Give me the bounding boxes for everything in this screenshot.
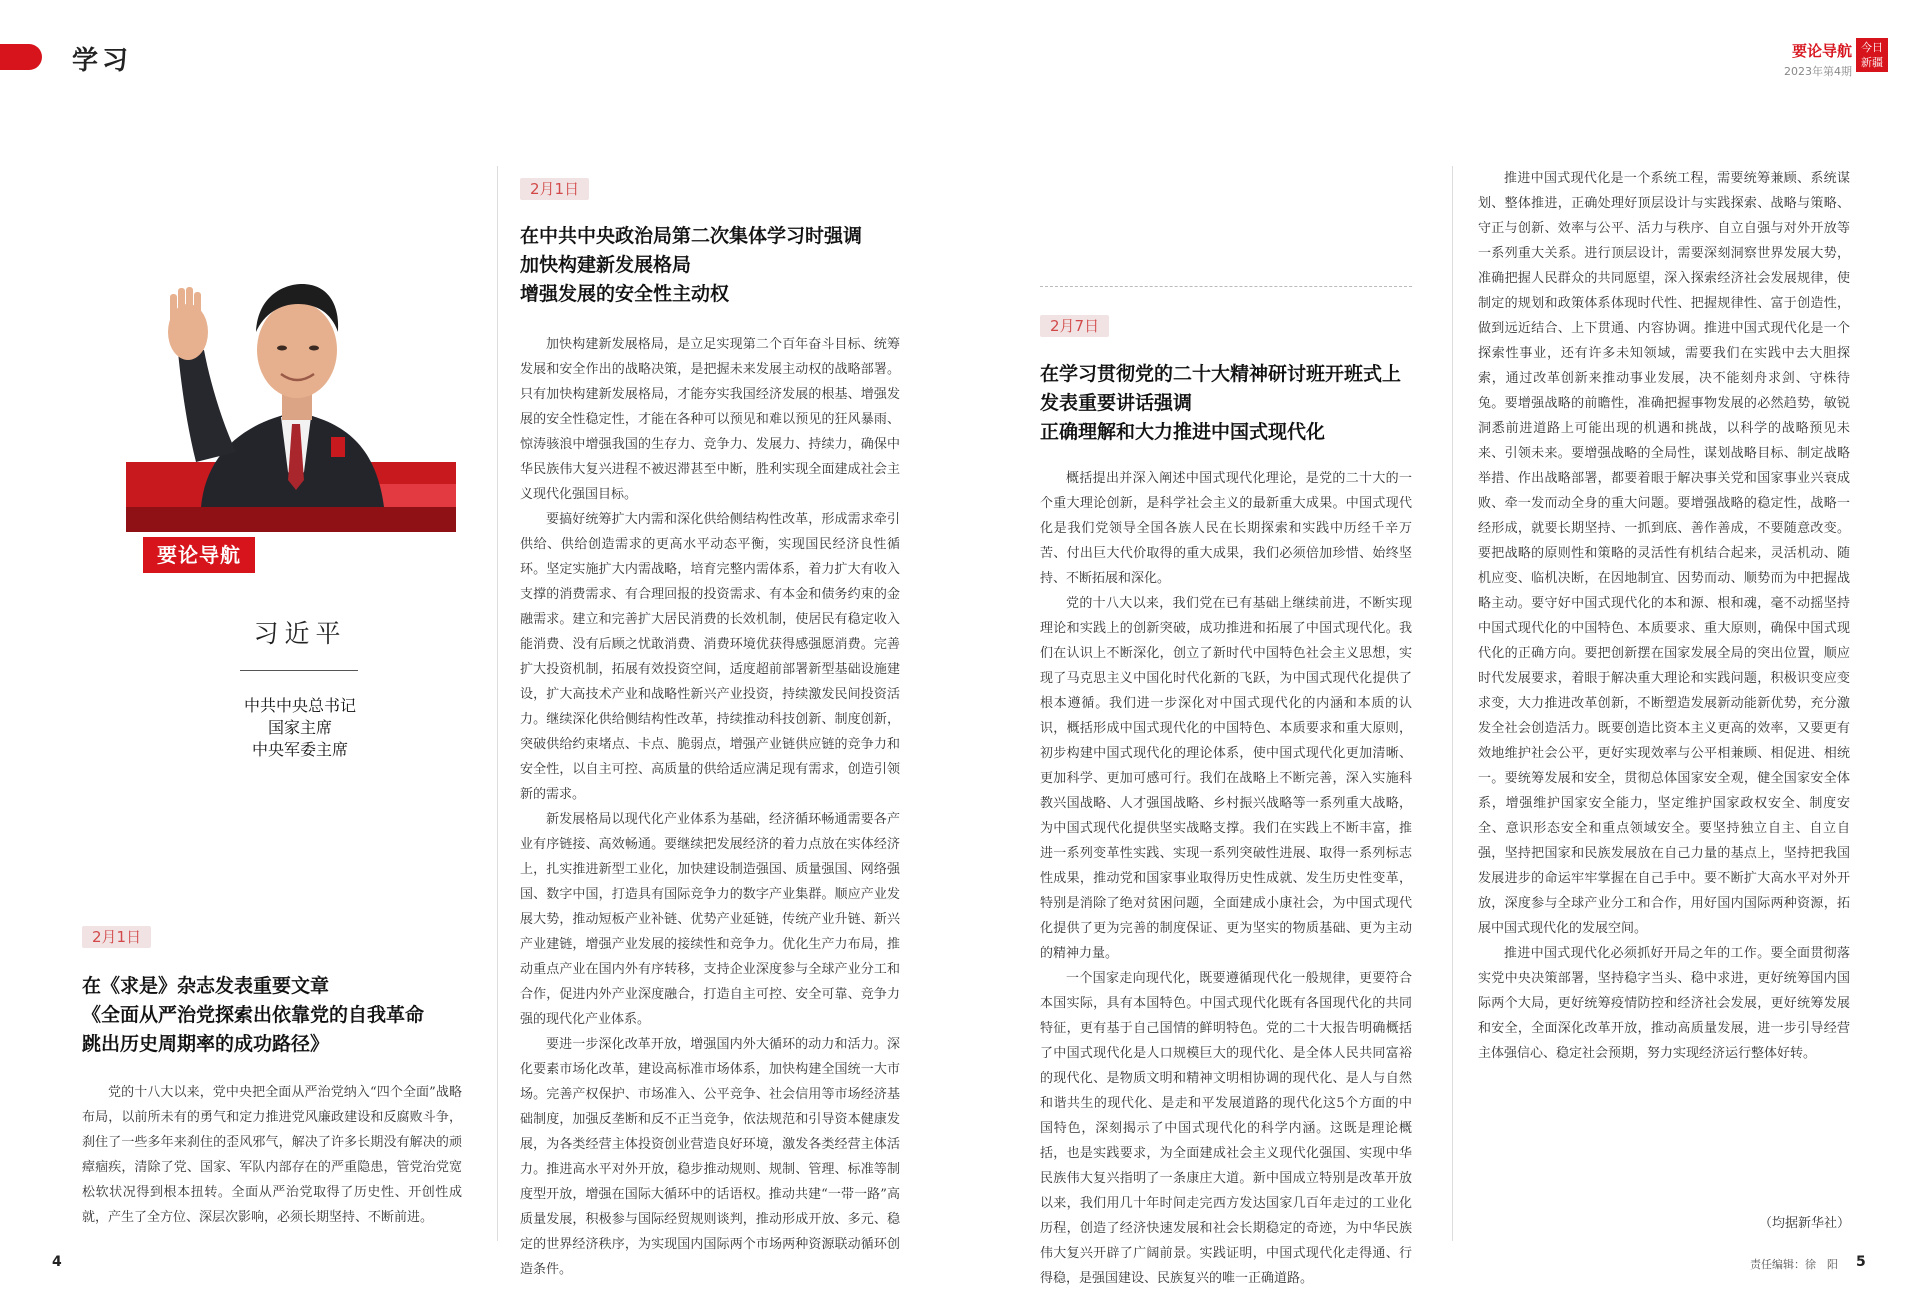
title-line: 在中共中央政治局第二次集体学习时强调 bbox=[520, 225, 863, 247]
title-line: 跳出历史周期率的成功路径》 bbox=[82, 1033, 330, 1055]
title-line: 发表重要讲话强调 bbox=[1040, 392, 1193, 414]
article-date bbox=[82, 926, 151, 947]
brand-block bbox=[1758, 40, 1852, 79]
paragraph: 要进一步深化改革开放，增强国内外大循环的动力和活力。深化要素市场化改革，建设高标准市场体系，加快构建全国统一大市场。完善产权保护、市场准入、公平竞争、社会信用等市场经济基础制度，加强反垄断和反不正当竞争，依法规范和引导资本健康发展，为各类经营主体投资创业营造良好环境，激发各类经营主体活力。推进高水平对外开放，稳步推动规则、规制、管理、标准等制度型开放，增强在国际大循环中的话语权。推动共建“一带一路”高质量发展，积极参与国际经贸规则谈判，推动形成开放、多元、稳定的世界经济秩序，为实现国内国际两个市场两种资源联动循环创造条件。 bbox=[520, 1037, 900, 1277]
paragraph: 一个国家走向现代化，既要遵循现代化一般规律，更要符合本国实际，具有本国特色。中国式现代化既有各国现代化的共同特征，更有基于自己国情的鲜明特色。党的二十大报告明确概括了中国式现代化是人口规模巨大的现代化、是全体人民共同富裕的现代化、是物质文明和精神文明相协调的现代化、是人与自然和谐共生的现代化、是走和平发展道路的现代化这5个方面的中国特色，深刻揭示了中国式现代化的科学内涵。这既是理论概括，也是实践要求，为全面建成社会主义现代化强国、实现中华民族伟大复兴指明了一条康庄大道。新中国成立特别是改革开放以来，我们用几十年时间走完西方发达国家几百年走过的工业化历程，创造了经济快速发展和社会长期稳定的奇迹，为中华民族伟大复兴开辟了广阔前景。实践证明，中国式现代化走得通、行得稳，是强国建设、民族复兴的唯一正确道路。 bbox=[1040, 971, 1412, 1286]
name-underline bbox=[240, 670, 358, 671]
source-credit: （均据新华社） bbox=[1758, 1216, 1850, 1231]
author-name: 习近平 bbox=[253, 619, 347, 648]
title-line: 《全面从严治党探索出依靠党的自我革命 bbox=[82, 1004, 425, 1026]
paragraph: 党的十八大以来，党中央把全面从严治党纳入“四个全面”战略布局，以前所未有的勇气和定力推进党风廉政建设和反腐败斗争，刹住了一些多年来刹住的歪风邪气，解决了许多长期没有解决的顽瘴痼疾，清除了党、国家、军队内部存在的严重隐患，管党治党宽松软状况得到根本扭转。全面从严治党取得了历史性、开创性成就，产生了全方位、深层次影响，必须长期坚持、不断前进。 bbox=[82, 1085, 462, 1225]
title-line: 在《求是》杂志发表重要文章 bbox=[82, 975, 330, 997]
column-divider bbox=[1452, 166, 1453, 1241]
section-marker bbox=[0, 44, 42, 70]
title-line: 在学习贯彻党的二十大精神研讨班开班式上 bbox=[1040, 363, 1402, 385]
title-line: 加快构建新发展格局 bbox=[520, 254, 692, 276]
article-title bbox=[520, 222, 920, 309]
section-title: 学习 bbox=[72, 46, 133, 76]
date-badge: 2月1日 bbox=[520, 178, 589, 200]
article-date bbox=[1040, 315, 1109, 336]
title-line: 正确理解和大力推进中国式现代化 bbox=[1040, 421, 1326, 443]
author-title: 中央军委主席 bbox=[251, 740, 348, 759]
brand-title: 要论导航 bbox=[1791, 42, 1852, 60]
article-title bbox=[1040, 360, 1440, 447]
title-line: 增强发展的安全性主动权 bbox=[520, 283, 730, 305]
editor-credit: 责任编辑：徐 阳 bbox=[1750, 1258, 1838, 1271]
section-badge: 要论导航 bbox=[143, 537, 255, 573]
author-title: 中共中央总书记 bbox=[243, 696, 356, 715]
date-badge: 2月1日 bbox=[82, 926, 151, 948]
article-body bbox=[1040, 466, 1412, 1286]
author-titles bbox=[200, 695, 400, 761]
issue-label: 2023年第4期 bbox=[1784, 65, 1852, 78]
paragraph: 加快构建新发展格局，是立足实现第二个百年奋斗目标、统筹发展和安全作出的战略决策，是把握未来发展主动权的战略部署。只有加快构建新发展格局，才能夯实我国经济发展的根基、增强发展的安全性稳定性，才能在各种可以预见和难以预见的狂风暴雨、惊涛骇浪中增强我国的生存力、竞争力、发展力、持续力，确保中华民族伟大复兴进程不被迟滞甚至中断，胜利实现全面建成社会主义现代化强国目标。 bbox=[520, 337, 900, 502]
paragraph: 新发展格局以现代化产业体系为基础，经济循环畅通需要各产业有序链接、高效畅通。要继续把发展经济的着力点放在实体经济上，扎实推进新型工业化，加快建设制造强国、质量强国、网络强国、数字中国，打造具有国际竞争力的数字产业集群。顺应产业发展大势，推动短板产业补链、优势产业延链，传统产业升链、新兴产业建链，增强产业发展的接续性和竞争力。优化生产力布局，推动重点产业在国内外有序转移，支持企业深度参与全球产业分工和合作，促进内外产业深度融合，打造自主可控、安全可靠、竞争力强的现代化产业体系。 bbox=[520, 812, 900, 1027]
article-date bbox=[520, 178, 589, 199]
magazine-logo bbox=[1856, 38, 1888, 72]
article-body bbox=[520, 332, 900, 1277]
portrait-image bbox=[126, 232, 456, 532]
page-number-right: 5 bbox=[1856, 1254, 1866, 1270]
paragraph: 概括提出并深入阐述中国式现代化理论，是党的二十大的一个重大理论创新，是科学社会主义的最新重大成果。中国式现代化是我们党领导全国各族人民在长期探索和实践中历经千辛万苦、付出巨大代价取得的重大成果，我们必须倍加珍惜、始终坚持、不断拓展和深化。 bbox=[1040, 471, 1412, 586]
date-badge: 2月7日 bbox=[1040, 315, 1109, 337]
paragraph: 要搞好统筹扩大内需和深化供给侧结构性改革，形成需求牵引供给、供给创造需求的更高水平动态平衡，实现国民经济良性循环。坚定实施扩大内需战略，培育完整内需体系，着力扩大有收入支撑的消费需求、有合理回报的投资需求、有本金和债务约束的金融需求。建立和完善扩大居民消费的长效机制，使居民有稳定收入能消费、没有后顾之忧敢消费、消费环境优获得感强愿消费。完善扩大投资机制，拓展有效投资空间，适度超前部署新型基础设施建设，扩大高技术产业和战略性新兴产业投资，持续激发民间投资活力。继续深化供给侧结构性改革，持续推动科技创新、制度创新，突破供给约束堵点、卡点、脆弱点，增强产业链供应链的竞争力和安全性，以自主可控、高质量的供给适应满足现有需求，创造引领新的需求。 bbox=[520, 512, 900, 802]
logo-line-1: 今日 bbox=[1861, 41, 1883, 54]
paragraph: 推进中国式现代化是一个系统工程，需要统筹兼顾、系统谋划、整体推进，正确处理好顶层设计与实践探索、战略与策略、守正与创新、效率与公平、活力与秩序、自立自强与对外开放等一系列重大关系。进行顶层设计，需要深刻洞察世界发展大势，准确把握人民群众的共同愿望，深入探索经济社会发展规律，使制定的规划和政策体系体现时代性、把握规律性、富于创造性，做到远近结合、上下贯通、内容协调。推进中国式现代化是一个探索性事业，还有许多未知领域，需要我们在实践中去大胆探索，通过改革创新来推动事业发展，决不能刻舟求剑、守株待兔。要增强战略的前瞻性，准确把握事物发展的必然趋势，敏锐洞悉前进道路上可能出现的机遇和挑战，以科学的战略预见未来、引领未来。要增强战略的全局性，谋划战略目标、制定战略举措、作出战略部署，都要着眼于解决事关党和国家事业兴衰成败、牵一发而动全身的重大问题。要增强战略的稳定性，战略一经形成，就要长期坚持、一抓到底、善作善成，不要随意改变。要把战略的原则性和策略的灵活性有机结合起来，灵活机动、随机应变、临机决断，在因地制宜、因势而动、顺势而为中把握战略主动。要守好中国式现代化的本和源、根和魂，毫不动摇坚持中国式现代化的中国特色、本质要求、重大原则，确保中国式现代化的正确方向。要把创新摆在国家发展全局的突出位置，顺应时代发展要求，着眼于解决重大理论和实践问题，积极识变应变求变，大力推进改革创新，不断塑造发展新动能新优势，充分激发全社会创造活力。既要创造比资本主义更高的效率，又要更有效地维护社会公平，更好实现效率与公平相兼顾、相促进、相统一。要统筹发展和安全，贯彻总体国家安全观，健全国家安全体系，增强维护国家安全能力，坚定维护国家政权安全、制度安全、意识形态安全和重点领域安全。要坚持独立自主、自立自强，坚持把国家和民族发展放在自己力量的基点上，坚持把我国发展进步的命运牢牢掌握在自己手中。要不断扩大高水平对外开放，深度参与全球产业分工和合作，用好国内国际两种资源，拓展中国式现代化的发展空间。 bbox=[1478, 171, 1850, 936]
article-body bbox=[82, 1080, 462, 1232]
page-number-left: 4 bbox=[52, 1254, 62, 1270]
column-divider bbox=[497, 166, 498, 1241]
article-separator bbox=[1040, 286, 1412, 287]
article-body-continued bbox=[1478, 166, 1850, 1206]
article-title bbox=[82, 972, 462, 1059]
paragraph: 党的十八大以来，我们党在已有基础上继续前进，不断实现理论和实践上的创新突破，成功推进和拓展了中国式现代化。我们在认识上不断深化，创立了新时代中国特色社会主义思想，实现了马克思主义中国化时代化新的飞跃，为中国式现代化提供了根本遵循。我们进一步深化对中国式现代化的内涵和本质的认识，概括形成中国式现代化的中国特色、本质要求和重大原则，初步构建中国式现代化的理论体系，使中国式现代化更加清晰、更加科学、更加可感可行。我们在战略上不断完善，深入实施科教兴国战略、人才强国战略、乡村振兴战略等一系列重大战略，为中国式现代化提供坚实战略支撑。我们在实践上不断丰富，推进一系列变革性实践、实现一系列突破性进展、取得一系列标志性成果，推动党和国家事业取得历史性成就、发生历史性变革，特别是消除了绝对贫困问题，全面建成小康社会，为中国式现代化提供了更为完善的制度保证、更为坚实的物质基础、更为主动的精神力量。 bbox=[1040, 596, 1412, 961]
logo-line-2: 新疆 bbox=[1861, 56, 1883, 69]
author-title: 国家主席 bbox=[267, 718, 332, 737]
paragraph: 推进中国式现代化必须抓好开局之年的工作。要全面贯彻落实党中央决策部署，坚持稳字当头、稳中求进，更好统筹国内国际两个大局，更好统筹疫情防控和经济社会发展，更好统筹发展和安全，全面深化改革开放，推动高质量发展，进一步引导经营主体强信心、稳定社会预期，努力实现经济运行整体好转。 bbox=[1478, 946, 1850, 1061]
